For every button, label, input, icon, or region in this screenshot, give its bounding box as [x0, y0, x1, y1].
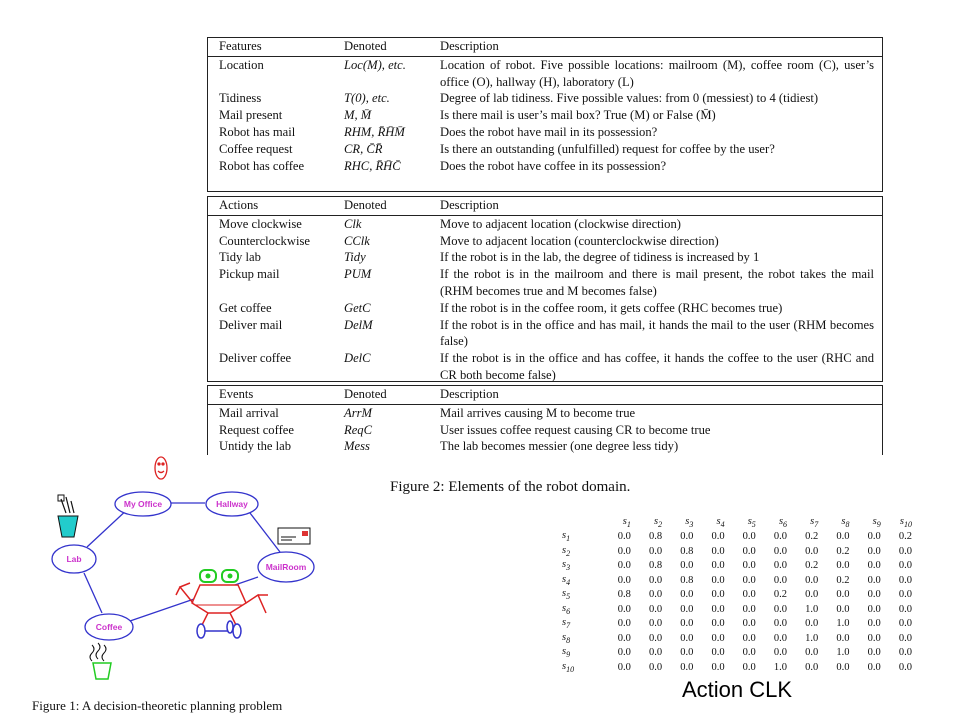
matrix-cell: 0.0	[711, 589, 725, 601]
matrix-row-header: $s_5$	[562, 588, 571, 602]
matrix-cell: 0.0	[805, 574, 819, 586]
table-header	[208, 386, 882, 405]
row-name: Pickup mail	[219, 267, 280, 282]
matrix-cell: 0.0	[898, 560, 912, 572]
matrix-cell: 0.0	[617, 545, 631, 557]
row-name: Deliver coffee	[219, 351, 292, 366]
matrix-cell: 0.0	[867, 574, 881, 586]
matrix-col-header: $s_1$	[622, 515, 631, 529]
row-description: The lab becomes messier (one degree less tidy)	[440, 439, 679, 454]
row-denoted: CClk	[344, 233, 370, 248]
matrix-cell: 0.0	[773, 560, 788, 572]
matrix-cell: 0.2	[836, 545, 850, 557]
user-face-icon	[155, 457, 167, 479]
matrix-row-header: $s_9$	[562, 646, 571, 660]
row-description: If the robot is in the office and has coffee, it hands the coffee to the user (RHC and CR both become false)	[440, 351, 874, 382]
matrix-col-header: $s_7$	[810, 515, 819, 529]
matrix-row-header: $s_8$	[562, 631, 571, 645]
matrix-row	[562, 588, 912, 603]
matrix-cell: 0.0	[836, 661, 850, 673]
events-rows	[208, 405, 882, 455]
table-row	[208, 317, 882, 351]
matrix-cell: 0.0	[648, 545, 663, 557]
row-name: Robot has coffee	[219, 158, 305, 173]
matrix-cell: 0.0	[742, 531, 756, 543]
row-denoted: Mess	[344, 439, 370, 454]
matrix-cell: 0.0	[867, 603, 881, 615]
matrix-cell: 0.0	[711, 661, 725, 673]
matrix-col-header: $s_9$	[872, 515, 881, 529]
row-description: Move to adjacent location (clockwise direction)	[440, 216, 681, 231]
robot-icon	[176, 570, 268, 638]
edge-lab-coffee	[84, 573, 102, 613]
row-name: Request coffee	[219, 422, 294, 437]
row-denoted: Loc(M), etc.	[344, 57, 406, 72]
row-description: Is there mail is user’s mail box? True (M) or False (M̄)	[440, 108, 716, 123]
matrix-cell: 0.0	[805, 545, 819, 557]
row-name: Mail arrival	[219, 405, 279, 420]
row-description: Degree of lab tidiness. Five possible values: from 0 (messiest) to 4 (tidiest)	[440, 91, 819, 106]
events-table	[207, 385, 883, 455]
matrix-corner	[562, 515, 600, 530]
matrix-col-header: $s_5$	[747, 515, 756, 529]
matrix-row	[562, 559, 912, 574]
table-row	[208, 350, 882, 384]
row-description: If the robot is in the coffee room, it gets coffee (RHC becomes true)	[440, 300, 783, 315]
matrix-cell: 0.0	[711, 603, 725, 615]
matrix-cell: 0.0	[898, 661, 912, 673]
table-row	[208, 57, 882, 91]
table-header	[208, 38, 882, 57]
row-name: Coffee request	[219, 141, 293, 156]
matrix-cell: 0.0	[680, 632, 694, 644]
matrix-cell: 0.2	[805, 560, 819, 572]
matrix-cell: 0.8	[680, 574, 694, 586]
matrix-cell: 0.0	[773, 531, 788, 543]
matrix-cell: 0.0	[711, 560, 725, 572]
matrix-cell: 0.0	[617, 531, 631, 543]
matrix-cell: 1.0	[805, 603, 819, 615]
table-row	[208, 422, 882, 439]
matrix-cell: 0.0	[867, 560, 881, 572]
matrix-row-header: $s_7$	[562, 617, 571, 631]
matrix-cell: 0.0	[867, 545, 881, 557]
matrix-cell: 0.0	[773, 647, 788, 659]
header-actions: Actions	[219, 198, 259, 212]
row-name: Tidy lab	[219, 250, 261, 265]
header-description: Description	[440, 387, 499, 401]
matrix-row	[562, 617, 912, 632]
table-row	[208, 266, 882, 300]
table-row	[208, 90, 882, 107]
matrix-cell: 0.0	[617, 618, 631, 630]
row-denoted: RHC, R̄H̄C̄	[344, 158, 401, 173]
matrix-body	[562, 530, 912, 675]
matrix-cell: 1.0	[836, 618, 850, 630]
matrix-cell: 0.0	[867, 647, 881, 659]
matrix-row	[562, 544, 912, 559]
header-features: Features	[219, 39, 262, 53]
matrix-row-header: $s_{10}$	[562, 660, 575, 674]
matrix-cell: 1.0	[836, 647, 850, 659]
table-row	[208, 216, 882, 233]
matrix-cell: 0.0	[867, 632, 881, 644]
matrix-cell: 0.0	[836, 603, 850, 615]
matrix-cell: 0.0	[836, 632, 850, 644]
matrix-cell: 0.0	[648, 618, 663, 630]
matrix-cell: 0.0	[617, 632, 631, 644]
row-description: Is there an outstanding (unfulfilled) request for coffee by the user?	[440, 141, 775, 156]
matrix-cell: 0.0	[648, 661, 663, 673]
row-name: Move clockwise	[219, 216, 302, 231]
matrix-cell: 1.0	[805, 632, 819, 644]
row-description: Mail arrives causing M to become true	[440, 405, 636, 420]
matrix-row-header: $s_4$	[562, 573, 571, 587]
matrix-row	[562, 602, 912, 617]
matrix-row	[562, 530, 912, 545]
matrix-cell: 0.0	[617, 661, 631, 673]
table-header	[208, 197, 882, 216]
matrix-cell: 0.0	[680, 589, 694, 601]
row-description: Does the robot have mail in its possession?	[440, 124, 658, 139]
matrix-col-header: $s_4$	[716, 515, 725, 529]
matrix-cell: 0.0	[648, 589, 663, 601]
matrix-cell: 0.8	[648, 531, 663, 543]
matrix-cell: 0.0	[680, 560, 694, 572]
node-label-coffee: Coffee	[95, 622, 123, 632]
matrix-cell: 0.2	[898, 531, 912, 543]
figure2-caption: Figure 2: Elements of the robot domain.	[390, 479, 631, 495]
matrix-cell: 0.0	[680, 531, 694, 543]
matrix-cell: 0.0	[898, 647, 912, 659]
row-description: Location of robot. Five possible locations: mailroom (M), coffee room (C), user’s office (O), hallway (H), laboratory (L)	[440, 57, 874, 89]
matrix-cell: 0.0	[711, 574, 725, 586]
row-denoted: PUM	[344, 267, 372, 282]
row-description: Does the robot have coffee in its possession?	[440, 158, 667, 173]
header-description: Description	[440, 198, 499, 212]
matrix-cell: 0.0	[617, 574, 631, 586]
matrix-table	[562, 515, 912, 675]
matrix-cell: 0.0	[836, 589, 850, 601]
header-denoted: Denoted	[344, 198, 387, 212]
row-name: Deliver mail	[219, 317, 283, 332]
matrix-cell: 0.0	[805, 661, 819, 673]
matrix-cell: 0.0	[867, 661, 881, 673]
matrix-cell: 0.0	[648, 647, 663, 659]
matrix-row	[562, 646, 912, 661]
matrix-cell: 0.0	[711, 632, 725, 644]
row-denoted: Tidy	[344, 250, 366, 265]
matrix-cell: 0.0	[742, 618, 756, 630]
node-label-hallway: Hallway	[216, 499, 248, 509]
row-description: Move to adjacent location (counterclockwise direction)	[440, 233, 719, 248]
matrix-row-header: $s_6$	[562, 602, 571, 616]
matrix-row	[562, 573, 912, 588]
matrix-cell: 0.8	[648, 560, 663, 572]
actions-table	[207, 196, 883, 382]
matrix-cell: 0.0	[898, 545, 912, 557]
row-name: Get coffee	[219, 300, 272, 315]
matrix-cell: 1.0	[773, 661, 788, 673]
matrix-cell: 0.0	[867, 618, 881, 630]
matrix-col-header: $s_6$	[778, 515, 788, 529]
matrix-cell: 0.0	[742, 560, 756, 572]
matrix-col-header: $s_3$	[685, 515, 694, 529]
matrix-cell: 0.0	[617, 603, 631, 615]
matrix-col-header: $s_2$	[654, 515, 663, 529]
matrix-cell: 0.0	[898, 632, 912, 644]
matrix-cell: 0.0	[867, 589, 881, 601]
table-row	[208, 107, 882, 124]
figure1-caption: Figure 1: A decision-theoretic planning problem	[32, 698, 283, 713]
matrix-cell: 0.0	[742, 603, 756, 615]
matrix-cell: 0.0	[742, 589, 756, 601]
matrix-cell: 0.0	[773, 603, 788, 615]
row-denoted: RHM, R̄H̄M̄	[344, 124, 405, 139]
matrix-cell: 0.0	[773, 545, 788, 557]
matrix-cell: 0.8	[617, 589, 631, 601]
row-denoted: Clk	[344, 216, 362, 231]
row-name: Mail present	[219, 108, 283, 123]
row-description: If the robot is in the lab, the degree of tidiness is increased by 1	[440, 250, 760, 265]
envelope-icon	[278, 528, 310, 544]
matrix-cell: 0.0	[773, 574, 788, 586]
matrix-cell: 0.0	[867, 531, 881, 543]
coffee-cup-icon	[90, 643, 111, 679]
matrix-col-header: $s_{10}$	[899, 515, 912, 529]
node-label-mailroom: MailRoom	[265, 562, 307, 572]
matrix-cell: 0.0	[742, 647, 756, 659]
header-events: Events	[219, 387, 254, 401]
matrix-title: Action CLK	[682, 677, 793, 702]
matrix-row	[562, 631, 912, 646]
row-denoted: DelM	[344, 317, 373, 332]
node-label-my-office: My Office	[123, 499, 163, 509]
matrix-cell: 0.0	[898, 618, 912, 630]
row-name: Untidy the lab	[219, 439, 292, 454]
row-name: Tidiness	[219, 91, 262, 106]
actions-rows	[208, 216, 882, 384]
matrix-cell: 0.0	[898, 603, 912, 615]
matrix-cell: 0.0	[648, 632, 663, 644]
matrix-cell: 0.0	[742, 545, 756, 557]
matrix-cell: 0.0	[742, 661, 756, 673]
row-denoted: DelC	[344, 351, 371, 366]
matrix-cell: 0.0	[617, 647, 631, 659]
matrix-cell: 0.0	[680, 647, 694, 659]
matrix-cell: 0.2	[836, 574, 850, 586]
features-table	[207, 37, 883, 192]
diagram-edges	[84, 503, 280, 621]
edge-hallway-mailroom	[250, 513, 280, 552]
row-denoted: ArrM	[344, 405, 372, 420]
matrix-cell: 0.8	[680, 545, 694, 557]
matrix-cell: 0.0	[648, 603, 663, 615]
row-denoted: T(0), etc.	[344, 91, 390, 106]
matrix-cell: 0.0	[836, 531, 850, 543]
matrix-cell: 0.0	[742, 632, 756, 644]
matrix-cell: 0.0	[742, 574, 756, 586]
table-row	[208, 158, 882, 175]
matrix-cell: 0.2	[805, 531, 819, 543]
header-denoted: Denoted	[344, 39, 387, 53]
matrix-row-header: $s_2$	[562, 544, 571, 558]
matrix-row-header: $s_3$	[562, 559, 571, 573]
matrix-cell: 0.0	[898, 574, 912, 586]
row-denoted: M, M̄	[344, 108, 372, 123]
row-denoted: CR, C̄R̄	[344, 141, 383, 156]
matrix-row	[562, 660, 912, 675]
matrix-cell: 0.0	[617, 560, 631, 572]
matrix-row-header: $s_1$	[562, 530, 571, 544]
node-label-lab: Lab	[66, 554, 82, 564]
matrix-cell: 0.0	[680, 618, 694, 630]
row-name: Counterclockwise	[219, 233, 310, 248]
table-row	[208, 300, 882, 317]
table-row	[208, 124, 882, 141]
transition-matrix	[562, 515, 912, 675]
matrix-col-header: $s_8$	[841, 515, 850, 529]
matrix-cell: 0.0	[805, 647, 819, 659]
header-denoted: Denoted	[344, 387, 387, 401]
matrix-cell: 0.0	[773, 632, 788, 644]
matrix-cell: 0.0	[711, 647, 725, 659]
matrix-cell: 0.0	[680, 661, 694, 673]
matrix-cell: 0.0	[805, 589, 819, 601]
matrix-cell: 0.0	[711, 531, 725, 543]
table-row	[208, 405, 882, 422]
matrix-cell: 0.0	[805, 618, 819, 630]
table-row	[208, 233, 882, 250]
matrix-cell: 0.0	[648, 574, 663, 586]
matrix-cell: 0.0	[711, 545, 725, 557]
robot-domain-diagram	[30, 455, 360, 695]
matrix-cell: 0.2	[773, 589, 788, 601]
matrix-cell: 0.0	[680, 603, 694, 615]
trash-can-icon	[58, 495, 78, 537]
row-name: Robot has mail	[219, 124, 296, 139]
row-denoted: ReqC	[344, 422, 372, 437]
row-description: User issues coffee request causing CR to become true	[440, 422, 711, 437]
matrix-cell: 0.0	[898, 589, 912, 601]
table-row	[208, 438, 882, 455]
matrix-header-row	[562, 515, 912, 530]
row-description: If the robot is in the office and has mail, it hands the mail to the user (RHM becomes false)	[440, 317, 874, 349]
row-denoted: GetC	[344, 300, 371, 315]
matrix-cell: 0.0	[711, 618, 725, 630]
matrix-cell: 0.0	[836, 560, 850, 572]
table-row	[208, 249, 882, 266]
matrix-cell: 0.0	[773, 618, 788, 630]
header-description: Description	[440, 39, 499, 53]
row-name: Location	[219, 57, 264, 72]
row-description: If the robot is in the mailroom and there is mail present, the robot takes the mail (RHM becomes true and M becomes false)	[440, 267, 874, 298]
table-row	[208, 141, 882, 158]
features-rows	[208, 57, 882, 175]
